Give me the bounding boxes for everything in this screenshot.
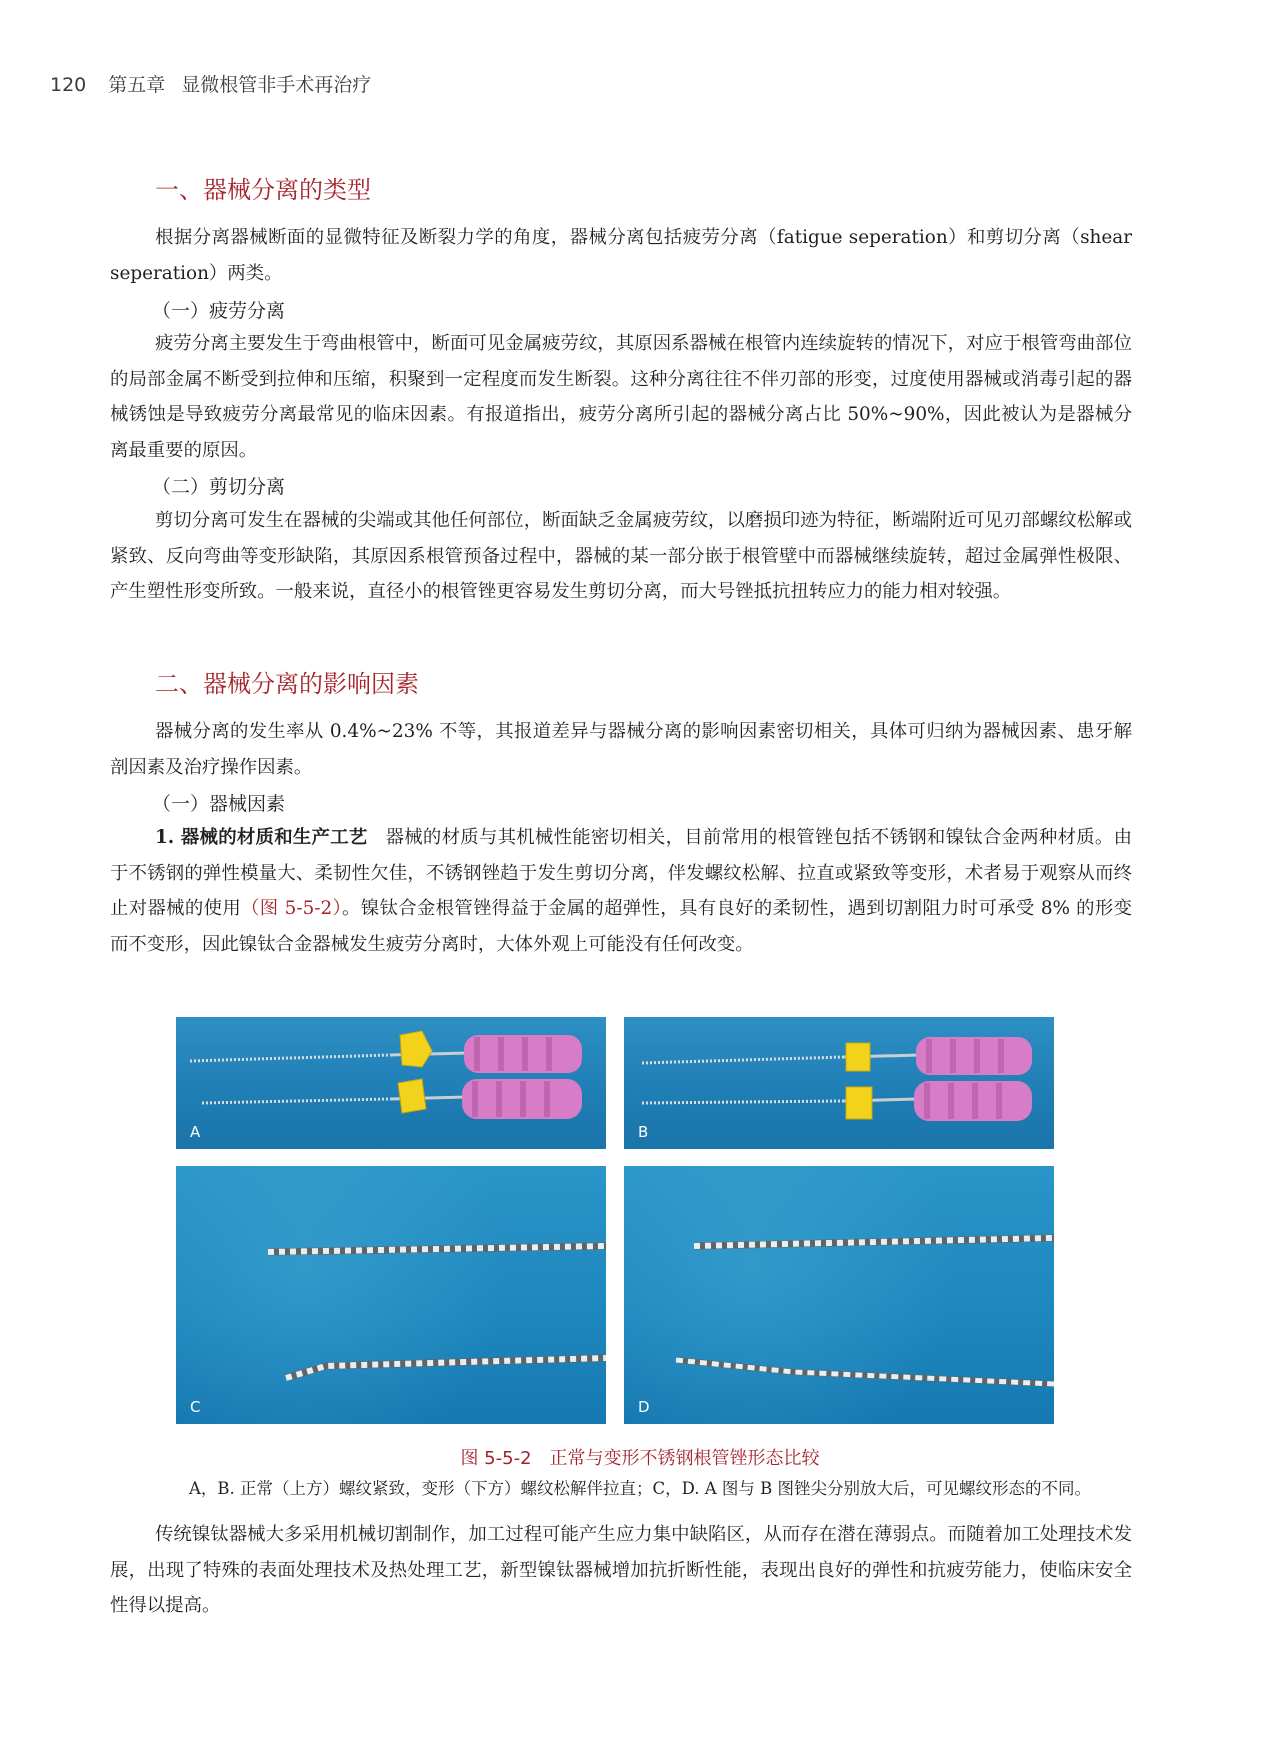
figure-panel-a [176,1017,606,1149]
panel-label-d: D [638,1398,650,1416]
material-text-a: 器械的材质与其机械性能密切相关，目前常用的根管锉包括不锈钢和镍钛合金两种材质。由于不锈钢的弹性模量大、柔韧性欠佳，不锈钢锉趋于发生剪切分离，伴发螺纹松解、拉直或紧致等变形，术者易于观察从而终止对器械的使用 [110,827,1132,919]
panel-label-b: B [638,1123,649,1141]
endodontic-file-pair-photo-icon [176,1017,606,1149]
chapter-label: 第五章 [108,74,166,96]
panel-label-a: A [190,1123,201,1141]
file-tip-closeup-photo-icon [176,1166,606,1424]
figure-panel-c [176,1166,606,1424]
figure-panel-d [624,1166,1054,1424]
material-lead: 1. 器械的材质和生产工艺 [155,827,368,848]
section-heading-2: 二、器械分离的影响因素 [155,670,419,698]
material-text-b: 。镍钛合金根管锉得益于金属的超弹性，具有良好的柔韧性，遇到切割阻力时可承受 8% 的形变而不变形，因此镍钛合金器械发生疲劳分离时，大体外观上可能没有任何改变。 [110,898,1132,955]
chapter-title: 显微根管非手术再治疗 [181,74,372,96]
figure-panel-b [624,1017,1054,1149]
endodontic-file-pair-photo-icon [624,1017,1054,1149]
section1-intro: 根据分离器械断面的显微特征及断裂力学的角度，器械分离包括疲劳分离（fatigue seperation）和剪切分离（shear seperation）两类。 [110,227,1132,284]
section-heading-1: 一、器械分离的类型 [155,176,371,204]
figure-reference-link[interactable]: （图 5-5-2） [241,898,343,919]
panel-label-c: C [190,1398,201,1416]
closing-paragraph: 传统镍钛器械大多采用机械切割制作，加工过程可能产生应力集中缺陷区，从而存在潜在薄弱点。而随着加工处理技术发展，出现了特殊的表面处理技术及热处理工艺，新型镍钛器械增加抗折断性能，表现出良好的弹性和抗疲劳能力，使临床安全性得以提高。 [110,1524,1132,1616]
file-tip-closeup-photo-icon [624,1166,1054,1424]
material-paragraph [110,820,1132,962]
subheading-instrument-factors: （一）器械因素 [152,793,286,815]
shear-paragraph: 剪切分离可发生在器械的尖端或其他任何部位，断面缺乏金属疲劳纹，以磨损印迹为特征，断端附近可见刃部螺纹松解或紧致、反向弯曲等变形缺陷，其原因系根管预备过程中，器械的某一部分嵌于根管壁中而器械继续旋转，超过金属弹性极限、产生塑性形变所致。一般来说，直径小的根管锉更容易发生剪切分离，而大号锉抵抗扭转应力的能力相对较强。 [110,510,1132,602]
fatigue-paragraph: 疲劳分离主要发生于弯曲根管中，断面可见金属疲劳纹，其原因系器械在根管内连续旋转的情况下，对应于根管弯曲部位的局部金属不断受到拉伸和压缩，积聚到一定程度而发生断裂。这种分离往往不伴刃部的形变，过度使用器械或消毒引起的器械锈蚀是导致疲劳分离最常见的临床因素。有报道指出，疲劳分离所引起的器械分离占比 50%~90%，因此被认为是器械分离最重要的原因。 [110,333,1132,461]
figure-caption-title: 图 5-5-2 正常与变形不锈钢根管锉形态比较 [460,1448,820,1469]
section2-intro: 器械分离的发生率从 0.4%~23% 不等，其报道差异与器械分离的影响因素密切相关，具体可归纳为器械因素、患牙解剖因素及治疗操作因素。 [110,721,1132,778]
figure-caption-note: A，B. 正常（上方）螺纹紧致，变形（下方）螺纹松解伴拉直；C，D. A 图与 B 图锉尖分别放大后，可见螺纹形态的不同。 [188,1479,1092,1498]
subheading-fatigue: （一）疲劳分离 [152,300,286,322]
page-number: 120 [50,74,87,96]
running-header [50,70,371,97]
subheading-shear: （二）剪切分离 [152,476,286,498]
